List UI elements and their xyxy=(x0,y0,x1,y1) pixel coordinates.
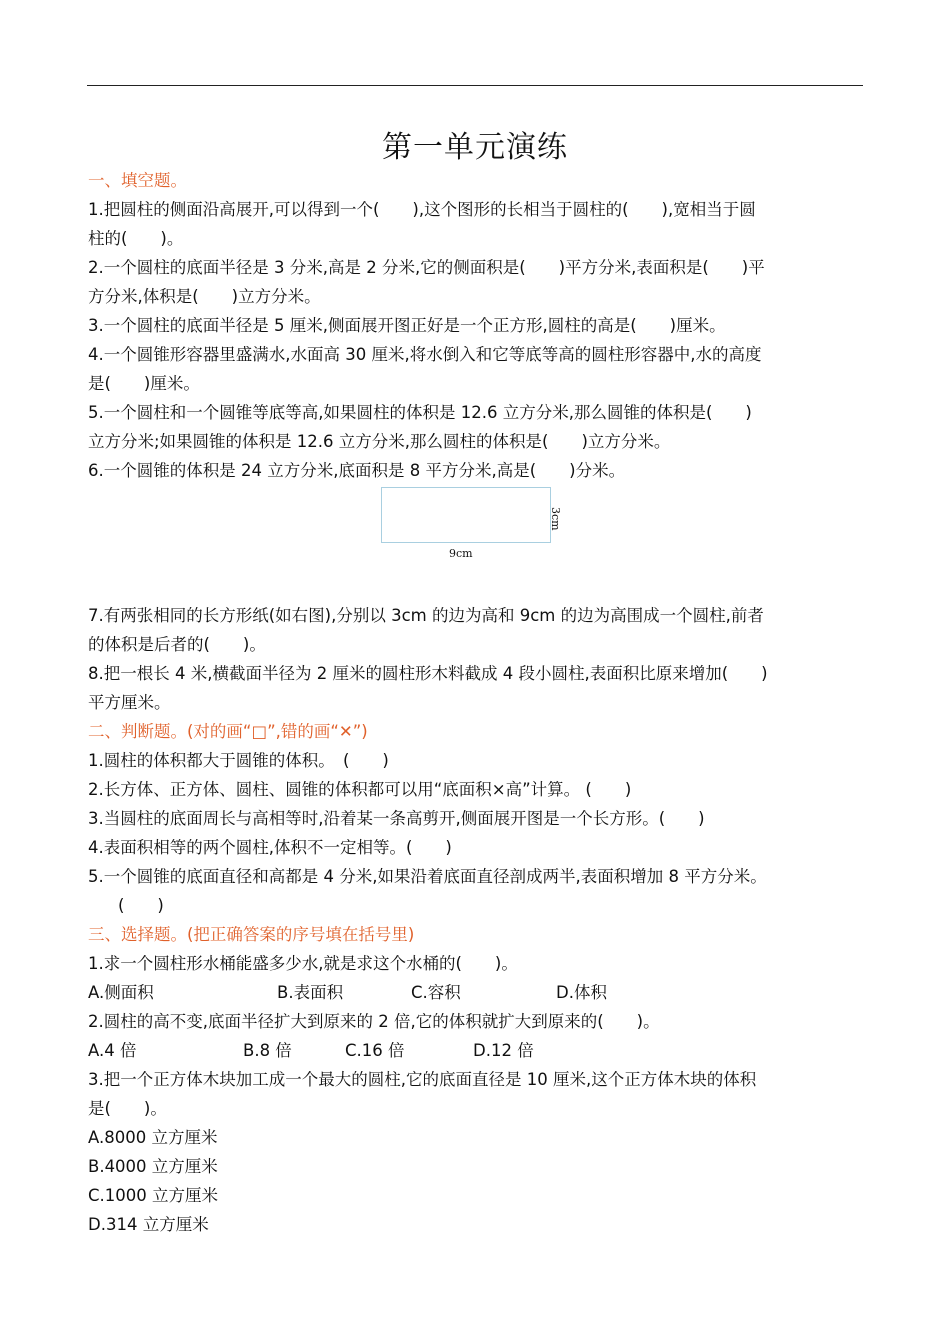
question-line: 柱的( )。 xyxy=(88,229,184,248)
question-line: 4.表面积相等的两个圆柱,体积不一定相等。( ) xyxy=(88,838,452,857)
option: C.16 倍 xyxy=(345,1041,405,1060)
question-line: 5.一个圆锥的底面直径和高都是 4 分米,如果沿着底面直径剖成两半,表面积增加 8 平方分米。 xyxy=(88,867,767,886)
option: A.8000 立方厘米 xyxy=(88,1128,218,1147)
option: C.容积 xyxy=(411,983,461,1002)
question-line: 3.当圆柱的底面周长与高相等时,沿着某一条高剪开,侧面展开图是一个长方形。( ) xyxy=(88,809,705,828)
option: D.12 倍 xyxy=(473,1041,534,1060)
option: B.8 倍 xyxy=(243,1041,292,1060)
option: C.1000 立方厘米 xyxy=(88,1186,219,1205)
width-label: 9cm xyxy=(449,547,473,560)
section-true-false-heading: 二、判断题。(对的画“□”,错的画“✕”) xyxy=(88,722,368,741)
question-line: 3.一个圆柱的底面半径是 5 厘米,侧面展开图正好是一个正方形,圆柱的高是( )厘米。 xyxy=(88,316,726,335)
option: A.侧面积 xyxy=(88,983,154,1002)
question-line: 2.圆柱的高不变,底面半径扩大到原来的 2 倍,它的体积就扩大到原来的( )。 xyxy=(88,1012,660,1031)
question-line: 方分米,体积是( )立方分米。 xyxy=(88,287,321,306)
option: B.表面积 xyxy=(277,983,344,1002)
page-title: 第一单元演练 xyxy=(382,130,568,165)
question-line: 8.把一根长 4 米,横截面半径为 2 厘米的圆柱形木料截成 4 段小圆柱,表面积比原来增加( ) xyxy=(88,664,768,683)
question-line: 2.长方体、正方体、圆柱、圆锥的体积都可以用“底面积×高”计算。 ( ) xyxy=(88,780,632,799)
options-row xyxy=(88,978,863,1007)
worksheet-body xyxy=(88,166,863,1239)
rectangle-shape xyxy=(381,487,551,543)
option: D.体积 xyxy=(556,983,607,1002)
question-line: 立方分米;如果圆锥的体积是 12.6 立方分米,那么圆柱的体积是( )立方分米。 xyxy=(88,432,671,451)
rectangle-figure xyxy=(88,485,863,601)
question-line: 1.求一个圆柱形水桶能盛多少水,就是求这个水桶的( )。 xyxy=(88,954,518,973)
question-line: 是( )厘米。 xyxy=(88,374,200,393)
section-choice-heading: 三、选择题。(把正确答案的序号填在括号里) xyxy=(88,925,415,944)
question-line: 4.一个圆锥形容器里盛满水,水面高 30 厘米,将水倒入和它等底等高的圆柱形容器中,水的高度 xyxy=(88,345,762,364)
option: B.4000 立方厘米 xyxy=(88,1157,218,1176)
option: A.4 倍 xyxy=(88,1041,137,1060)
options-row xyxy=(88,1036,863,1065)
section-fill-blank-heading: 一、填空题。 xyxy=(88,171,187,190)
option: D.314 立方厘米 xyxy=(88,1215,209,1234)
question-line: 1.圆柱的体积都大于圆锥的体积。 ( ) xyxy=(88,751,389,770)
question-line: 3.把一个正方体木块加工成一个最大的圆柱,它的底面直径是 10 厘米,这个正方体木块的体积 xyxy=(88,1070,757,1089)
question-line: 的体积是后者的( )。 xyxy=(88,635,266,654)
question-line: 5.一个圆柱和一个圆锥等底等高,如果圆柱的体积是 12.6 立方分米,那么圆锥的体积是( ) xyxy=(88,403,752,422)
question-line: 是( )。 xyxy=(88,1099,167,1118)
question-line: 7.有两张相同的长方形纸(如右图),分别以 3cm 的边为高和 9cm 的边为高围成一个圆柱,前者 xyxy=(88,606,764,625)
question-line: 6.一个圆锥的体积是 24 立方分米,底面积是 8 平方分米,高是( )分米。 xyxy=(88,461,626,480)
question-line: 平方厘米。 xyxy=(88,693,171,712)
question-line: 2.一个圆柱的底面半径是 3 分米,高是 2 分米,它的侧面积是( )平方分米,表面积是( )平 xyxy=(88,258,765,277)
question-line: 1.把圆柱的侧面沿高展开,可以得到一个( ),这个图形的长相当于圆柱的( ),宽相当于圆 xyxy=(88,200,756,219)
question-line: ( ) xyxy=(118,896,164,915)
header-rule xyxy=(87,85,863,86)
height-label: 3cm xyxy=(549,507,562,531)
